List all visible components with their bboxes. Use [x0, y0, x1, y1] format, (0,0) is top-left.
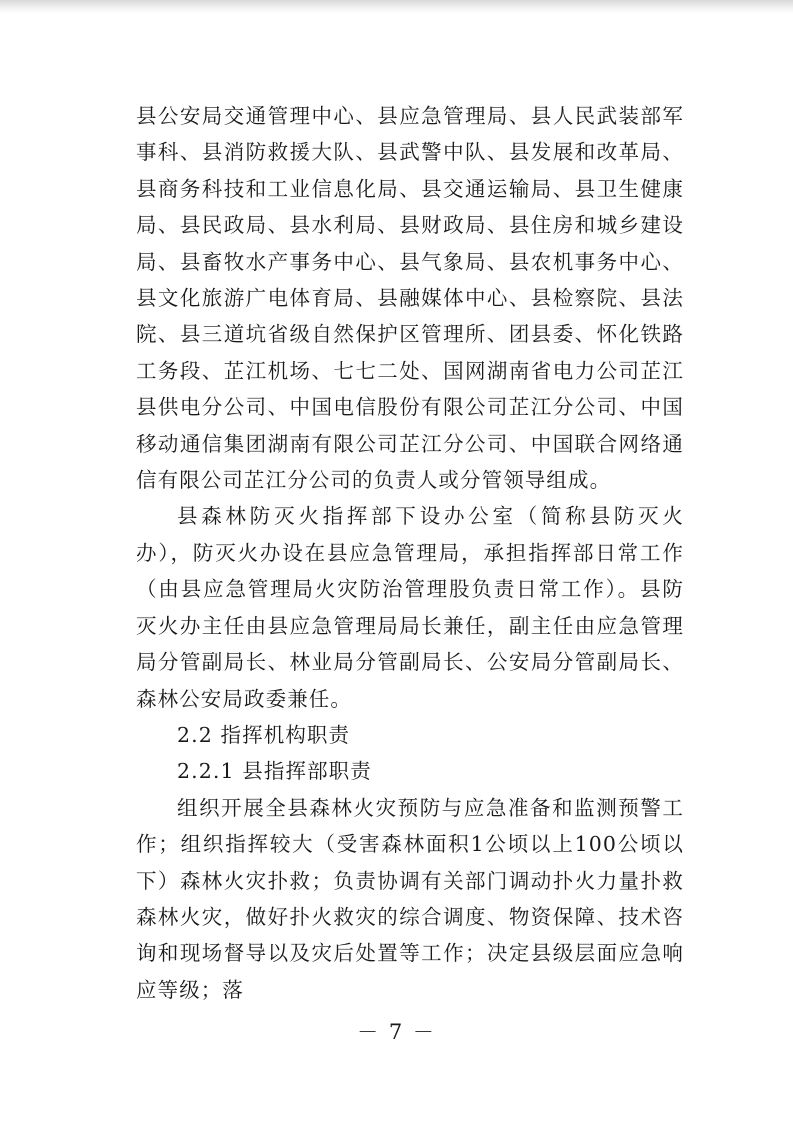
paragraph-command-duties: 组织开展全县森林火灾预防与应急准备和监测预警工作；组织指挥较大（受害森林面积1公顷以上100公顷以下）森林火灾扑救；负责协调有关部门调动扑火力量扑救森林火灾，做好扑火救灾的综合调度、物资保障、技术咨询和现场督导以及灾后处置等工作；决定县级层面应急响应等级；落 [136, 795, 684, 1002]
document-body [136, 98, 684, 1008]
section-heading-2-2-1: 2.2.1 县指挥部职责 [177, 759, 372, 784]
paragraph-member-units: 县公安局交通管理中心、县应急管理局、县人民武装部军事科、县消防救援大队、县武警中队、县发展和改革局、县商务科技和工业信息化局、县交通运输局、县卫生健康局、县民政局、县水利局、县财政局、县住房和城乡建设局、县畜牧水产事务中心、县气象局、县农机事务中心、县文化旅游广电体育局、县融媒体中心、县检察院、县法院、县三道坑省级自然保护区管理所、团县委、怀化铁路工务段、芷江机场、七七二处、国网湖南省电力公司芷江县供电分公司、中国电信股份有限公司芷江分公司、中国移动通信集团湖南有限公司芷江分公司、中国联合网络通信有限公司芷江分公司的负责人或分管领导组成。 [136, 104, 684, 493]
paragraph-office-setup: 县森林防灭火指挥部下设办公室（简称县防灭火办），防灭火办设在县应急管理局，承担指挥部日常工作（由县应急管理局火灾防治管理股负责日常工作）。县防灭火办主任由县应急管理局局长兼任，副主任由应急管理局分管副局长、林业局分管副局长、公安局分管副局长、森林公安局政委兼任。 [136, 504, 684, 711]
scan-top-edge [0, 0, 793, 14]
section-heading-2-2: 2.2 指挥机构职责 [177, 722, 351, 747]
page-number: － 7 － [357, 1020, 436, 1044]
